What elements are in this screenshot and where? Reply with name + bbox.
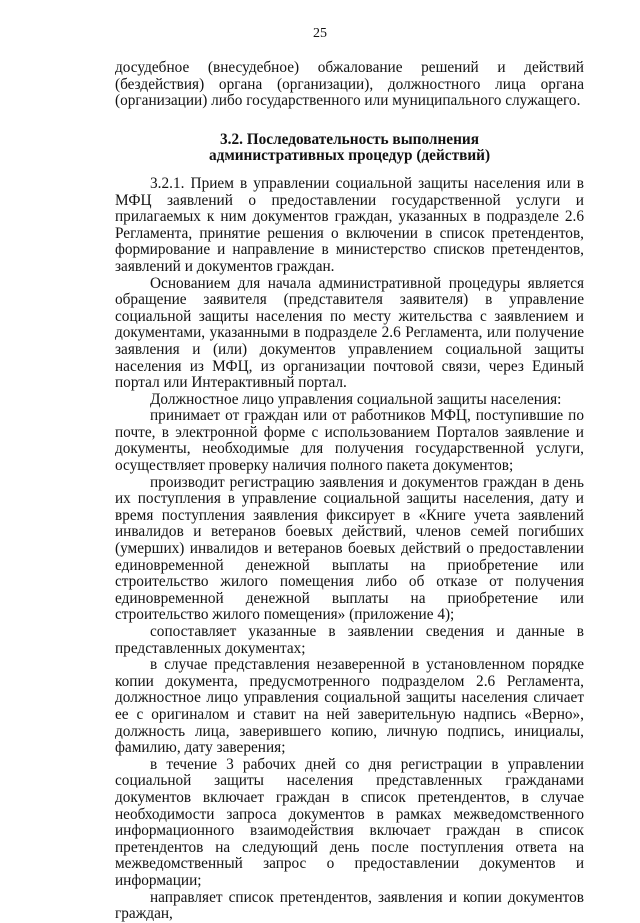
section-heading-line1: 3.2. Последовательность выполнения <box>219 130 479 148</box>
paragraph: 3.2.1. Прием в управлении социальной защиты населения или в МФЦ заявлений о предоставлении государственной услуги и прилагаемых к ним документов граждан, указанных в подразделе 2.6 Регламента, принятие решения о включении в список претендентов, формирование и направление в министерство списков претендентов, заявлений и документов граждан. <box>115 174 584 275</box>
section-heading-line2: административных процедур (действий) <box>208 147 491 165</box>
paragraph: в течение 3 рабочих дней со дня регистрации в управлении социальной защиты населения представленных гражданами документов включает граждан в список претендентов, в случае необходимости запроса документов в рамках межведомственного информационного взаимодействия включает граждан в список претендентов на следующий день после поступления ответа на межведомственный запрос о предоставлении документов и информации; <box>115 755 584 889</box>
document-body <box>115 60 584 923</box>
page-number: 25 <box>313 26 327 41</box>
paragraph: в случае представления незаверенной в установленном порядке копии документа, предусмотренного подразделом 2.6 Регламента, должностное лицо управления социальной защиты населения сличает ее с оригиналом и ставит на ней заверительную надпись «Верно», должность лица, заверившего копию, личную подпись, инициалы, фамилию, дату заверения; <box>115 656 584 757</box>
paragraph: Основанием для начала административной процедуры является обращение заявителя (представителя заявителя) в управление социальной защиты населения по месту жительства с заявлением и документами, указанными в подразделе 2.6 Регламента, или получение заявления и (или) документов управлением социальной защиты населения из МФЦ, из организации почтовой связи, через Единый портал или Интерактивный портал. <box>115 274 584 392</box>
paragraph: Должностное лицо управления социальной защиты населения: <box>150 390 562 408</box>
paragraph: сопоставляет указанные в заявлении сведения и данные в представленных документах; <box>115 623 584 657</box>
paragraph-continuation: досудебное (внесудебное) обжалование решений и действий (бездействия) органа (организации), должностного лица органа (организации) либо государственного или муниципального служащего. <box>115 59 584 110</box>
paragraph: направляет список претендентов, заявления и копии документов граждан, <box>115 888 584 923</box>
paragraph: принимает от граждан или от работников МФЦ, поступившие по почте, в электронной форме с использованием Порталов заявление и документы, необходимые для получения государственной услуги, осуществляет проверку наличия полного пакета документов; <box>115 407 584 475</box>
paragraph: производит регистрацию заявления и документов граждан в день их поступления в управление социальной защиты населения, дату и время поступления заявления фиксирует в «Книге учета заявлений инвалидов и ветеранов боевых действий, членов семей погибших (умерших) инвалидов и ветеранов боевых действий о предоставлении единовременной денежной выплаты на приобретение или строительство жилого помещения либо об отказе от получения единовременной денежной выплаты на приобретение или строительство жилого помещения» (приложение 4); <box>115 473 584 624</box>
